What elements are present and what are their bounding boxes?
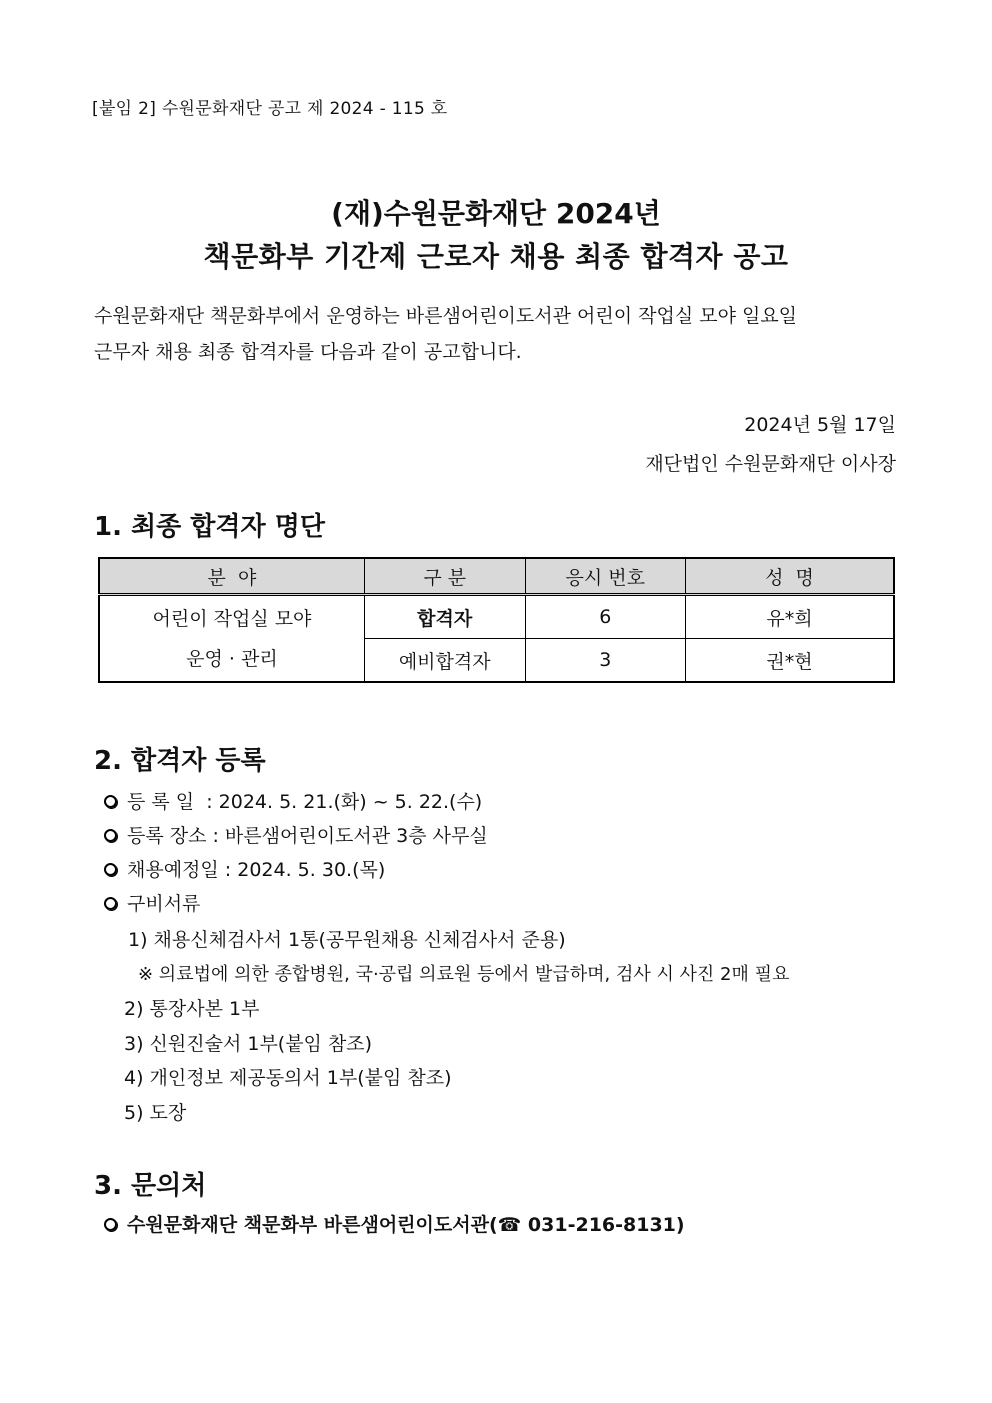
number-cell: 3 [525, 639, 686, 683]
document-item: 4) 개인정보 제공동의서 1부(붙임 참조) [124, 1067, 452, 1089]
list-item [104, 855, 385, 882]
list-item [104, 787, 482, 814]
title-line-2: 책문화부 기간제 근로자 채용 최종 합격자 공고 [203, 240, 789, 273]
field-line-2: 운영 · 관리 [186, 647, 278, 670]
category-cell: 합격자 [364, 595, 525, 639]
document-note: ※ 의료법에 의한 종합병원, 국·공립 의료원 등에서 발급하며, 검사 시 사진 2매 필요 [138, 964, 790, 985]
list-item [104, 821, 488, 848]
header-field: 분 야 [99, 558, 364, 595]
section-2-heading: 2. 합격자 등록 [94, 746, 266, 776]
attachment-notice-number: [붙임 2] 수원문화재단 공고 제 2024 - 115 호 [92, 99, 448, 119]
number-cell: 6 [525, 595, 686, 639]
list-item [104, 889, 200, 916]
intro-line-2: 근무자 채용 최종 합격자를 다음과 같이 공고합니다. [94, 341, 522, 363]
table-row [99, 595, 894, 639]
registration-place: 등록 장소 : 바른샘어린이도서관 3층 사무실 [127, 825, 488, 847]
title-line-1: (재)수원문화재단 2024년 [331, 197, 661, 230]
field-line-1: 어린이 작업실 모야 [152, 607, 312, 630]
section-3-heading: 3. 문의처 [94, 1171, 207, 1201]
name-cell: 권*현 [686, 639, 894, 683]
category-cell: 예비합격자 [364, 639, 525, 683]
circle-bullet-icon [104, 897, 117, 910]
circle-bullet-icon [104, 829, 117, 842]
intro-line-1: 수원문화재단 책문화부에서 운영하는 바른샘어린이도서관 어린이 작업실 모야 일요일 [94, 305, 798, 327]
circle-bullet-icon [104, 795, 117, 808]
document-item: 5) 도장 [124, 1102, 187, 1124]
field-cell [99, 595, 364, 683]
document-item: 3) 신원진술서 1부(붙임 참조) [124, 1033, 373, 1055]
intro-paragraph [94, 298, 900, 370]
name-cell: 유*희 [686, 595, 894, 639]
issuer: 재단법인 수원문화재단 이사장 [645, 453, 896, 475]
circle-bullet-icon [104, 863, 117, 876]
document-item: 1) 채용신체검사서 1통(공무원채용 신체검사서 준용) [128, 929, 566, 951]
section-1-heading: 1. 최종 합격자 명단 [94, 512, 325, 542]
header-applicant-number: 응시 번호 [525, 558, 686, 595]
announcement-date: 2024년 5월 17일 [744, 414, 896, 436]
header-name: 성 명 [686, 558, 894, 595]
contact-item [104, 1210, 685, 1237]
table-header-row [99, 558, 894, 595]
final-candidates-table [98, 557, 895, 683]
required-documents-label: 구비서류 [127, 893, 201, 915]
circle-bullet-icon [104, 1218, 117, 1231]
contact-info: 수원문화재단 책문화부 바른샘어린이도서관(☎ 031-216-8131) [127, 1214, 685, 1236]
header-category: 구 분 [364, 558, 525, 595]
employment-date: 채용예정일 : 2024. 5. 30.(목) [127, 859, 386, 881]
registration-date: 등 록 일 : 2024. 5. 21.(화) ~ 5. 22.(수) [127, 791, 483, 813]
document-item: 2) 통장사본 1부 [124, 998, 260, 1020]
